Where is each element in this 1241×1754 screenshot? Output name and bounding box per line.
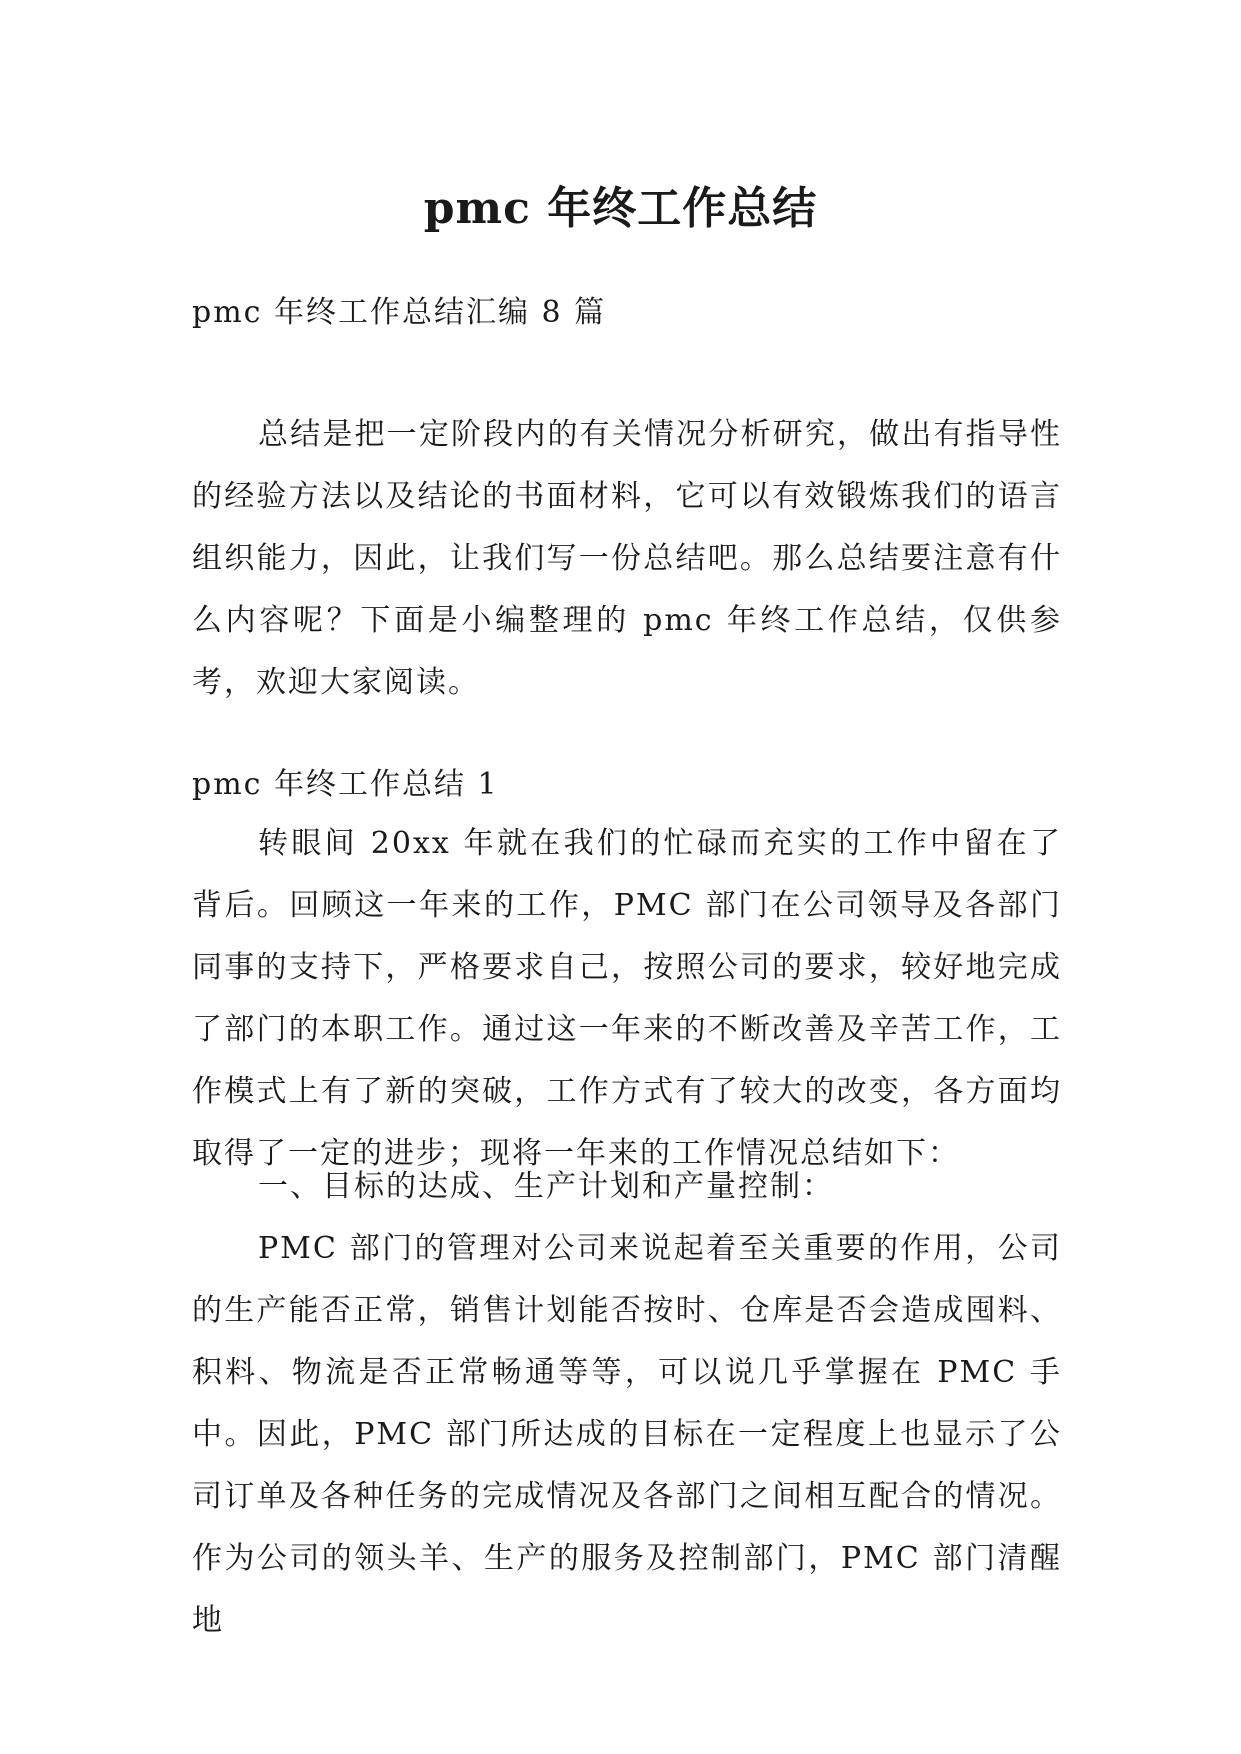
subsection-heading: 一、目标的达成、生产计划和产量控制： — [258, 1169, 834, 1204]
body-paragraph: 转眼间 20xx 年就在我们的忙碌而充实的工作中留在了背后。回顾这一年来的工作，PMC 部门在公司领导及各部门同事的支持下，严格要求自己，按照公司的要求，较好地完成了部门的本职工作。通过这一年来的不断改善及辛苦工作，工作模式上有了新的突破，工作方式有了较大的改变，各方面均取得了一定的进步；现将一年来的工作情况总结如下： — [192, 826, 1062, 1171]
document-title: pmc 年终工作总结 — [423, 183, 818, 235]
intro-paragraph: 总结是把一定阶段内的有关情况分析研究，做出有指导性的经验方法以及结论的书面材料，它可以有效锻炼我们的语言组织能力，因此，让我们写一份总结吧。那么总结要注意有什么内容呢？下面是小编整理的 pmc 年终工作总结，仅供参考，欢迎大家阅读。 — [192, 417, 1062, 700]
body-paragraph: PMC 部门的管理对公司来说起着至关重要的作用，公司的生产能否正常，销售计划能否按时、仓库是否会造成囤料、积料、物流是否正常畅通等等，可以说几乎掌握在 PMC 手中。因此，PMC 部门所达成的目标在一定程度上也显示了公司订单及各种任务的完成情况及各部门之间相互配合的情况。作为公司的领头羊、生产的服务及控制部门，PMC 部门清醒地 — [192, 1231, 1062, 1638]
document-subtitle: pmc 年终工作总结汇编 8 篇 — [192, 295, 607, 330]
section-heading: pmc 年终工作总结 1 — [192, 767, 499, 802]
